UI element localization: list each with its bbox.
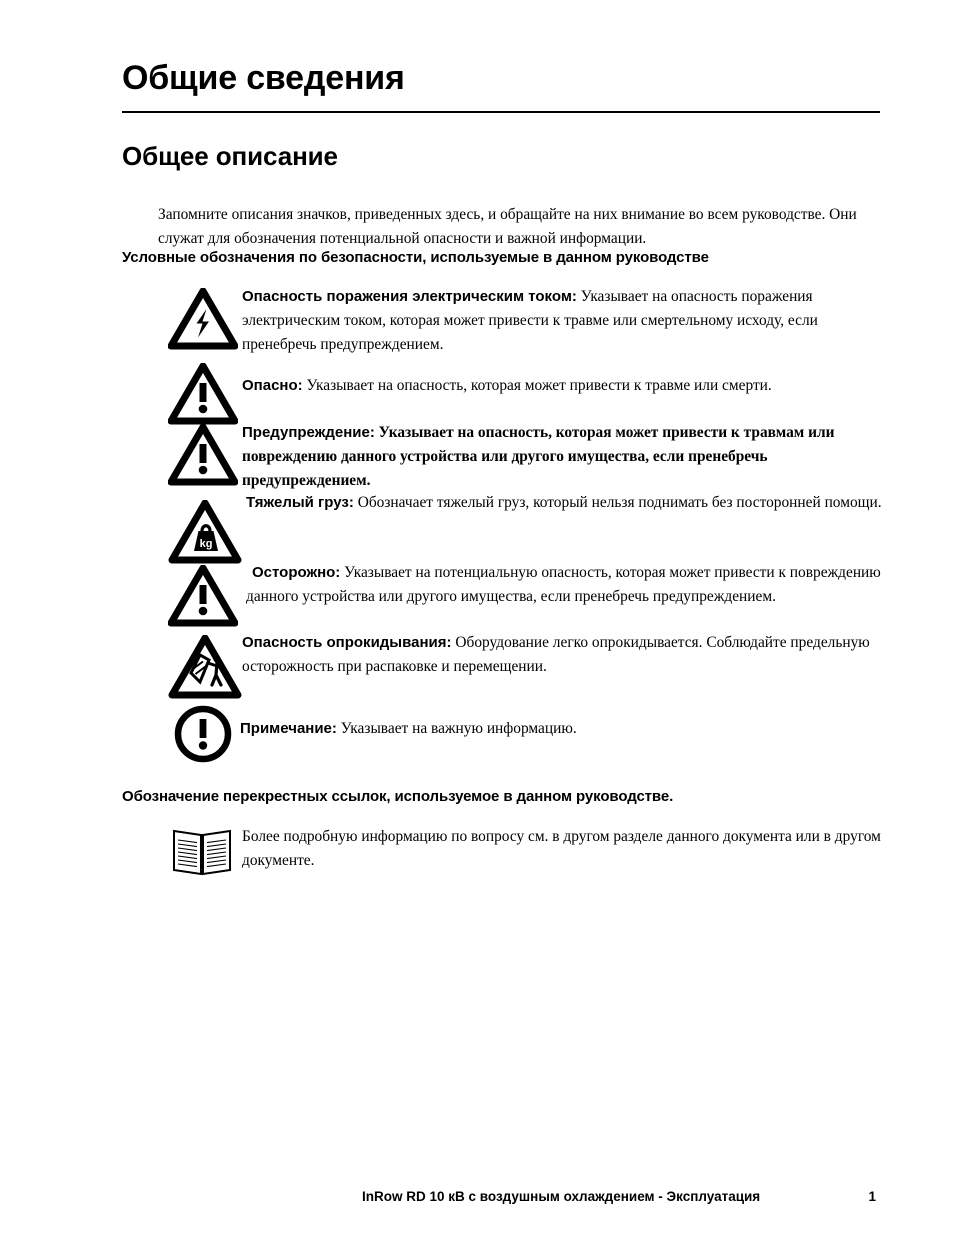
safety-item-body: Указывает на важную информацию.: [336, 720, 577, 737]
electrical-hazard-triangle-icon: [168, 288, 238, 350]
page-footer: [122, 1188, 880, 1206]
safety-item-lead: Тяжелый груз:: [246, 494, 354, 511]
tip-over-hazard-triangle-icon: [168, 635, 242, 699]
cross-reference-subheading: Обозначение перекрестных ссылок, используемое в данном руководстве.: [122, 788, 674, 805]
footer-page-number: 1: [868, 1189, 876, 1204]
open-book-icon: [168, 824, 236, 880]
intro-paragraph: Запомните описания значков, приведенных здесь, и обращайте на них внимание во всем руководстве. Они служат для обозначения потенциальной опасности и важной информации.: [158, 206, 857, 248]
safety-item-text: [242, 631, 886, 679]
safety-item-text: [246, 491, 886, 515]
safety-item-text: [242, 421, 886, 493]
warning-exclamation-triangle-icon: [168, 424, 238, 486]
safety-item-body: Указывает на опасность, которая может привести к травме или смерти.: [302, 377, 772, 394]
heavy-load-triangle-icon: [168, 500, 242, 564]
safety-item-lead: Предупреждение:: [242, 424, 375, 441]
note-exclamation-circle-icon: [172, 705, 234, 763]
cross-reference-text: Более подробную информацию по вопросу см. в другом разделе данного документа или в другом документе.: [242, 828, 881, 869]
footer-document-title: InRow RD 10 кВ с воздушным охлаждением - Эксплуатация: [362, 1189, 761, 1204]
svg-text:kg: kg: [199, 538, 213, 550]
safety-conventions-subheading: Условные обозначения по безопасности, используемые в данном руководстве: [122, 249, 709, 266]
safety-item-text: [240, 717, 886, 741]
safety-item-body: Указывает на потенциальную опасность, которая может привести к повреждению данного устройства или другого имущества, если пренебречь предупреждением.: [246, 564, 881, 605]
section-heading: Общее описание: [122, 141, 338, 171]
safety-item-lead: Опасно:: [242, 377, 303, 394]
caution-exclamation-triangle-icon: [168, 565, 238, 627]
safety-item-text: [246, 561, 886, 609]
safety-item-body: Оборудование легко опрокидывается. Соблюдайте предельную осторожность при распаковке и перемещении.: [242, 634, 870, 675]
safety-item-lead: Примечание:: [240, 720, 337, 737]
page-title-block: [122, 58, 880, 113]
safety-item-lead: Опасность поражения электрическим током:: [242, 288, 577, 305]
safety-item-lead: Опасность опрокидывания:: [242, 634, 452, 651]
safety-item-text: [242, 285, 886, 357]
safety-item-body: Указывает на опасность поражения электрическим током, которая может привести к травме или смертельному исходу, если пренебречь предупреждением.: [242, 288, 818, 353]
title-divider: [122, 111, 880, 113]
safety-item-text: [242, 374, 886, 398]
safety-item-lead: Осторожно:: [252, 564, 341, 581]
safety-item-body: Обозначает тяжелый груз, который нельзя поднимать без посторонней помощи.: [353, 494, 882, 511]
danger-exclamation-triangle-icon: [168, 363, 238, 425]
safety-item-body: Указывает на опасность, которая может привести к травмам или повреждению данного устройства или другого имущества, если пренебречь предупреждением.: [242, 424, 835, 489]
page-title: Общие сведения: [122, 59, 405, 97]
